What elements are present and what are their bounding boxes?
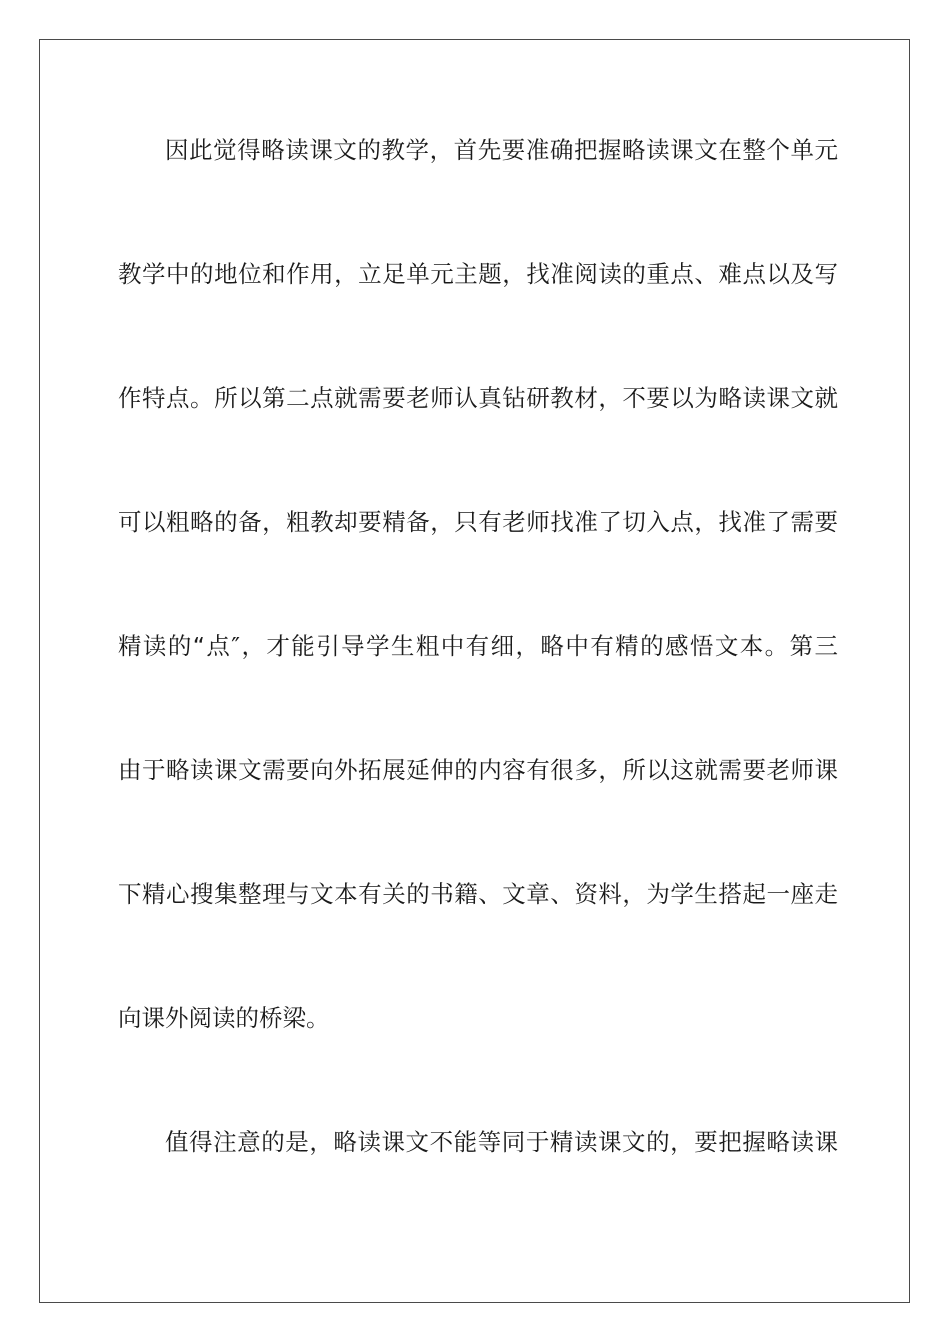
paragraph-1-line-1: 因此觉得略读课文的教学，首先要准确把握略读课文在整个单元 — [165, 136, 838, 164]
paragraph-1-line-5: 精读的“点″，才能引导学生粗中有细，略中有精的感悟文本。第三 — [118, 632, 838, 660]
paragraph-1-line-4: 可以粗略的备，粗教却要精备，只有老师找准了切入点，找准了需要 — [118, 508, 838, 536]
page-border — [39, 39, 910, 1303]
paragraph-1-line-7: 下精心搜集整理与文本有关的书籍、文章、资料，为学生搭起一座走 — [118, 880, 838, 908]
paragraph-1-line-3: 作特点。所以第二点就需要老师认真钻研教材，不要以为略读课文就 — [118, 384, 838, 412]
paragraph-2-line-1: 值得注意的是，略读课文不能等同于精读课文的，要把握略读课 — [165, 1128, 838, 1156]
paragraph-1-line-6: 由于略读课文需要向外拓展延伸的内容有很多，所以这就需要老师课 — [118, 756, 838, 784]
paragraph-1-line-8: 向课外阅读的桥梁。 — [118, 1004, 330, 1032]
paragraph-1-line-2: 教学中的地位和作用，立足单元主题，找准阅读的重点、难点以及写 — [118, 260, 838, 288]
